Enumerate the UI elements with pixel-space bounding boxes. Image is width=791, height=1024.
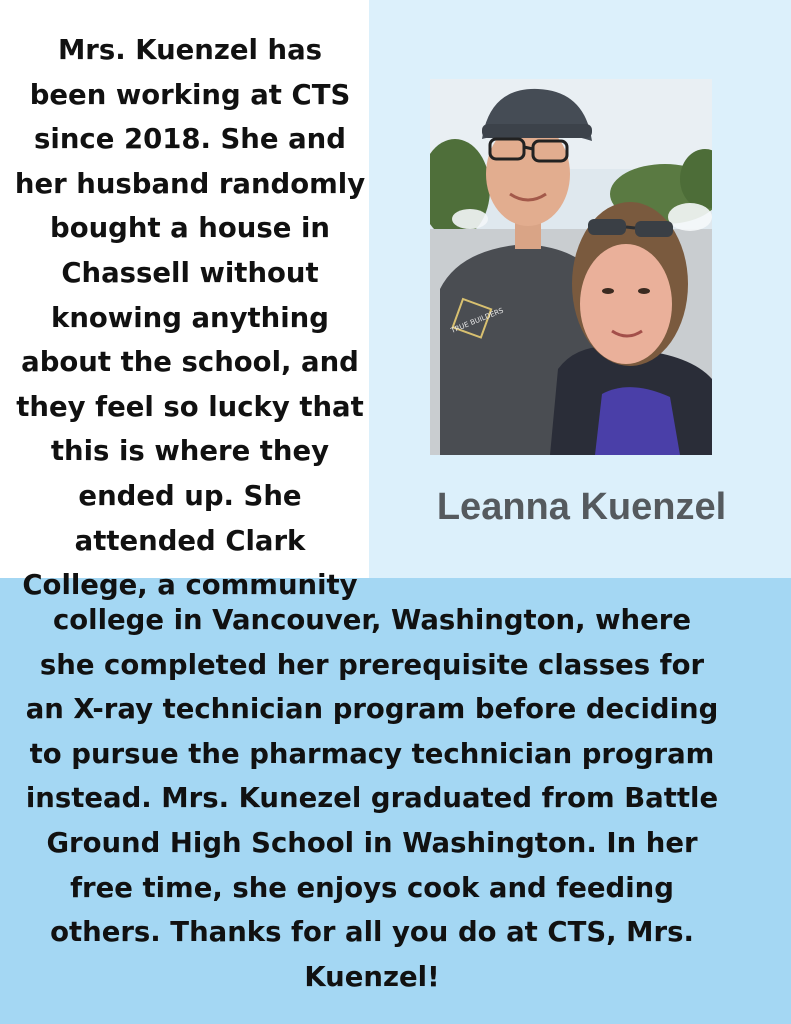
bio-text-bottom: college in Vancouver, Washington, where she completed her prerequisite classes for an X-ray technician program before deciding to pursue the pharmacy technician program instead. Mrs. Kunezel graduated from Battle Ground High School in Washington. In her free time, she enjoys cook and feeding others. Thanks for all you do at CTS, Mrs. Kuenzel! xyxy=(25,604,719,993)
profile-name: Leanna Kuenzel xyxy=(436,486,727,528)
bio-text-top: Mrs. Kuenzel has been working at CTS since 2018. She and her husband randomly bought a house in Chassell without knowing anything about the school, and they feel so lucky that this is where they ended up. She attended Clark College, a community xyxy=(14,34,366,602)
profile-photo xyxy=(430,79,712,455)
shirt-logo-text: TRUE BUILDERS xyxy=(449,306,505,335)
profile-photo-image xyxy=(430,79,712,455)
